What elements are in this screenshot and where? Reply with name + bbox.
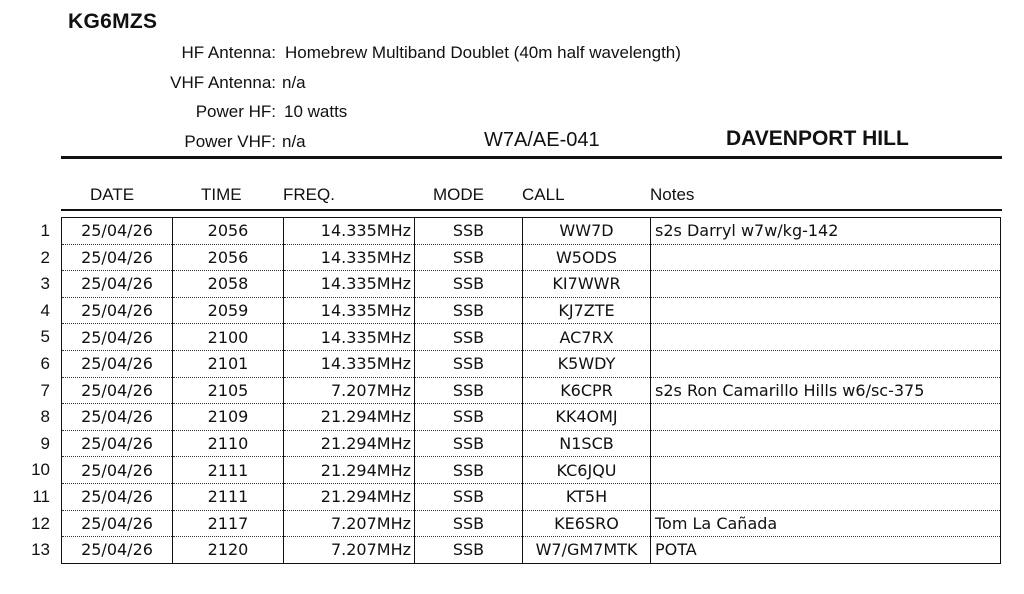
table-row — [62, 377, 1001, 404]
row-number: 3 — [40, 274, 50, 294]
qso-mode: SSB — [415, 244, 523, 271]
qso-frequency: 7.207MHz — [284, 537, 415, 564]
qso-frequency: 7.207MHz — [284, 377, 415, 404]
qso-frequency: 14.335MHz — [284, 271, 415, 298]
qso-date: 25/04/26 — [62, 218, 173, 245]
qso-frequency: 14.335MHz — [284, 297, 415, 324]
table-row — [62, 324, 1001, 351]
vhf-antenna-label: VHF Antenna: — [170, 73, 276, 92]
qso-callsign: KK4OMJ — [523, 404, 651, 431]
qso-date: 25/04/26 — [62, 297, 173, 324]
qso-date: 25/04/26 — [62, 377, 173, 404]
operator-callsign: KG6MZS — [68, 10, 158, 33]
qso-date: 25/04/26 — [62, 244, 173, 271]
hf-antenna-value: Homebrew Multiband Doublet (40m half wavelength) — [285, 43, 681, 62]
qso-frequency: 21.294MHz — [284, 430, 415, 457]
qso-callsign: KJ7ZTE — [523, 297, 651, 324]
qso-date: 25/04/26 — [62, 430, 173, 457]
qso-mode: SSB — [415, 324, 523, 351]
qso-date: 25/04/26 — [62, 537, 173, 564]
qso-date: 25/04/26 — [62, 404, 173, 431]
qso-frequency: 14.335MHz — [284, 244, 415, 271]
row-number: 9 — [40, 433, 50, 453]
qso-time: 2056 — [173, 244, 284, 271]
qso-frequency: 14.335MHz — [284, 218, 415, 245]
qso-time: 2109 — [173, 404, 284, 431]
column-header-divider — [61, 209, 1002, 211]
qso-mode: SSB — [415, 377, 523, 404]
qso-mode: SSB — [415, 430, 523, 457]
qso-date: 25/04/26 — [62, 271, 173, 298]
vhf-antenna-row — [0, 72, 1024, 94]
qso-date: 25/04/26 — [62, 483, 173, 510]
qso-notes: Tom La Cañada — [651, 510, 1001, 537]
table-row — [62, 350, 1001, 377]
qso-date: 25/04/26 — [62, 510, 173, 537]
header-divider — [61, 156, 1002, 159]
summit-reference: W7A/AE-041 — [484, 129, 600, 151]
qso-mode: SSB — [415, 350, 523, 377]
qso-date: 25/04/26 — [62, 457, 173, 484]
table-row — [62, 271, 1001, 298]
qso-notes — [651, 350, 1001, 377]
qso-mode: SSB — [415, 510, 523, 537]
table-row — [62, 483, 1001, 510]
qso-time: 2110 — [173, 430, 284, 457]
qso-notes — [651, 297, 1001, 324]
qso-time: 2120 — [173, 537, 284, 564]
qso-time: 2101 — [173, 350, 284, 377]
qso-callsign: KT5H — [523, 483, 651, 510]
qso-notes: POTA — [651, 537, 1001, 564]
qso-callsign: N1SCB — [523, 430, 651, 457]
qso-notes — [651, 430, 1001, 457]
column-header-date: DATE — [90, 185, 135, 204]
vhf-antenna-value: n/a — [282, 73, 306, 92]
qso-log-table — [61, 217, 1001, 564]
qso-time: 2058 — [173, 271, 284, 298]
row-number: 10 — [31, 460, 50, 480]
table-row — [62, 510, 1001, 537]
qso-time: 2117 — [173, 510, 284, 537]
qso-callsign: K5WDY — [523, 350, 651, 377]
table-row — [62, 430, 1001, 457]
qso-date: 25/04/26 — [62, 324, 173, 351]
qso-callsign: AC7RX — [523, 324, 651, 351]
qso-frequency: 14.335MHz — [284, 324, 415, 351]
qso-mode: SSB — [415, 483, 523, 510]
qso-callsign: K6CPR — [523, 377, 651, 404]
power-vhf-label: Power VHF: — [184, 132, 276, 151]
qso-mode: SSB — [415, 404, 523, 431]
qso-mode: SSB — [415, 457, 523, 484]
column-header-time: TIME — [201, 185, 242, 204]
power-hf-value: 10 watts — [284, 102, 348, 121]
qso-time: 2100 — [173, 324, 284, 351]
row-number: 2 — [40, 247, 50, 267]
qso-notes — [651, 324, 1001, 351]
row-number: 5 — [40, 327, 50, 347]
column-header-mode: MODE — [433, 185, 484, 204]
qso-mode: SSB — [415, 297, 523, 324]
table-row — [62, 537, 1001, 564]
qso-time: 2059 — [173, 297, 284, 324]
qso-time: 2111 — [173, 483, 284, 510]
qso-mode: SSB — [415, 271, 523, 298]
row-number: 1 — [40, 221, 50, 240]
row-number: 6 — [40, 354, 50, 373]
qso-frequency: 14.335MHz — [284, 350, 415, 377]
qso-notes — [651, 244, 1001, 271]
qso-callsign: WW7D — [523, 218, 651, 245]
qso-notes — [651, 483, 1001, 510]
power-hf-row — [0, 101, 1024, 123]
qso-time: 2056 — [173, 218, 284, 245]
qso-callsign: W7/GM7MTK — [523, 537, 651, 564]
qso-frequency: 21.294MHz — [284, 404, 415, 431]
qso-frequency: 21.294MHz — [284, 457, 415, 484]
row-number: 13 — [31, 540, 50, 560]
qso-notes — [651, 457, 1001, 484]
qso-callsign: KC6JQU — [523, 457, 651, 484]
row-number: 7 — [40, 380, 50, 400]
row-number: 4 — [40, 300, 50, 320]
row-number: 12 — [31, 513, 50, 533]
qso-callsign: W5ODS — [523, 244, 651, 271]
hf-antenna-row — [0, 42, 1024, 64]
column-header-freq: FREQ. — [283, 185, 335, 204]
column-header-call: CALL — [522, 185, 565, 204]
row-number: 8 — [40, 407, 50, 427]
table-row — [62, 404, 1001, 431]
qso-notes: s2s Darryl w7w/kg-142 — [651, 218, 1001, 245]
qso-notes — [651, 404, 1001, 431]
qso-time: 2105 — [173, 377, 284, 404]
qso-notes: s2s Ron Camarillo Hills w6/sc-375 — [651, 377, 1001, 404]
column-header-notes: Notes — [650, 185, 695, 204]
qso-callsign: KE6SRO — [523, 510, 651, 537]
summit-name: DAVENPORT HILL — [726, 127, 909, 150]
qso-callsign: KI7WWR — [523, 271, 651, 298]
power-hf-label: Power HF: — [195, 102, 276, 121]
hf-antenna-label: HF Antenna: — [181, 43, 276, 62]
qso-date: 25/04/26 — [62, 350, 173, 377]
power-vhf-value: n/a — [282, 132, 306, 151]
qso-time: 2111 — [173, 457, 284, 484]
table-row — [62, 457, 1001, 484]
qso-frequency: 7.207MHz — [284, 510, 415, 537]
table-row — [62, 218, 1001, 245]
table-row — [62, 244, 1001, 271]
qso-mode: SSB — [415, 218, 523, 245]
qso-mode: SSB — [415, 537, 523, 564]
row-number: 11 — [32, 487, 50, 506]
qso-frequency: 21.294MHz — [284, 483, 415, 510]
qso-notes — [651, 271, 1001, 298]
table-row — [62, 297, 1001, 324]
